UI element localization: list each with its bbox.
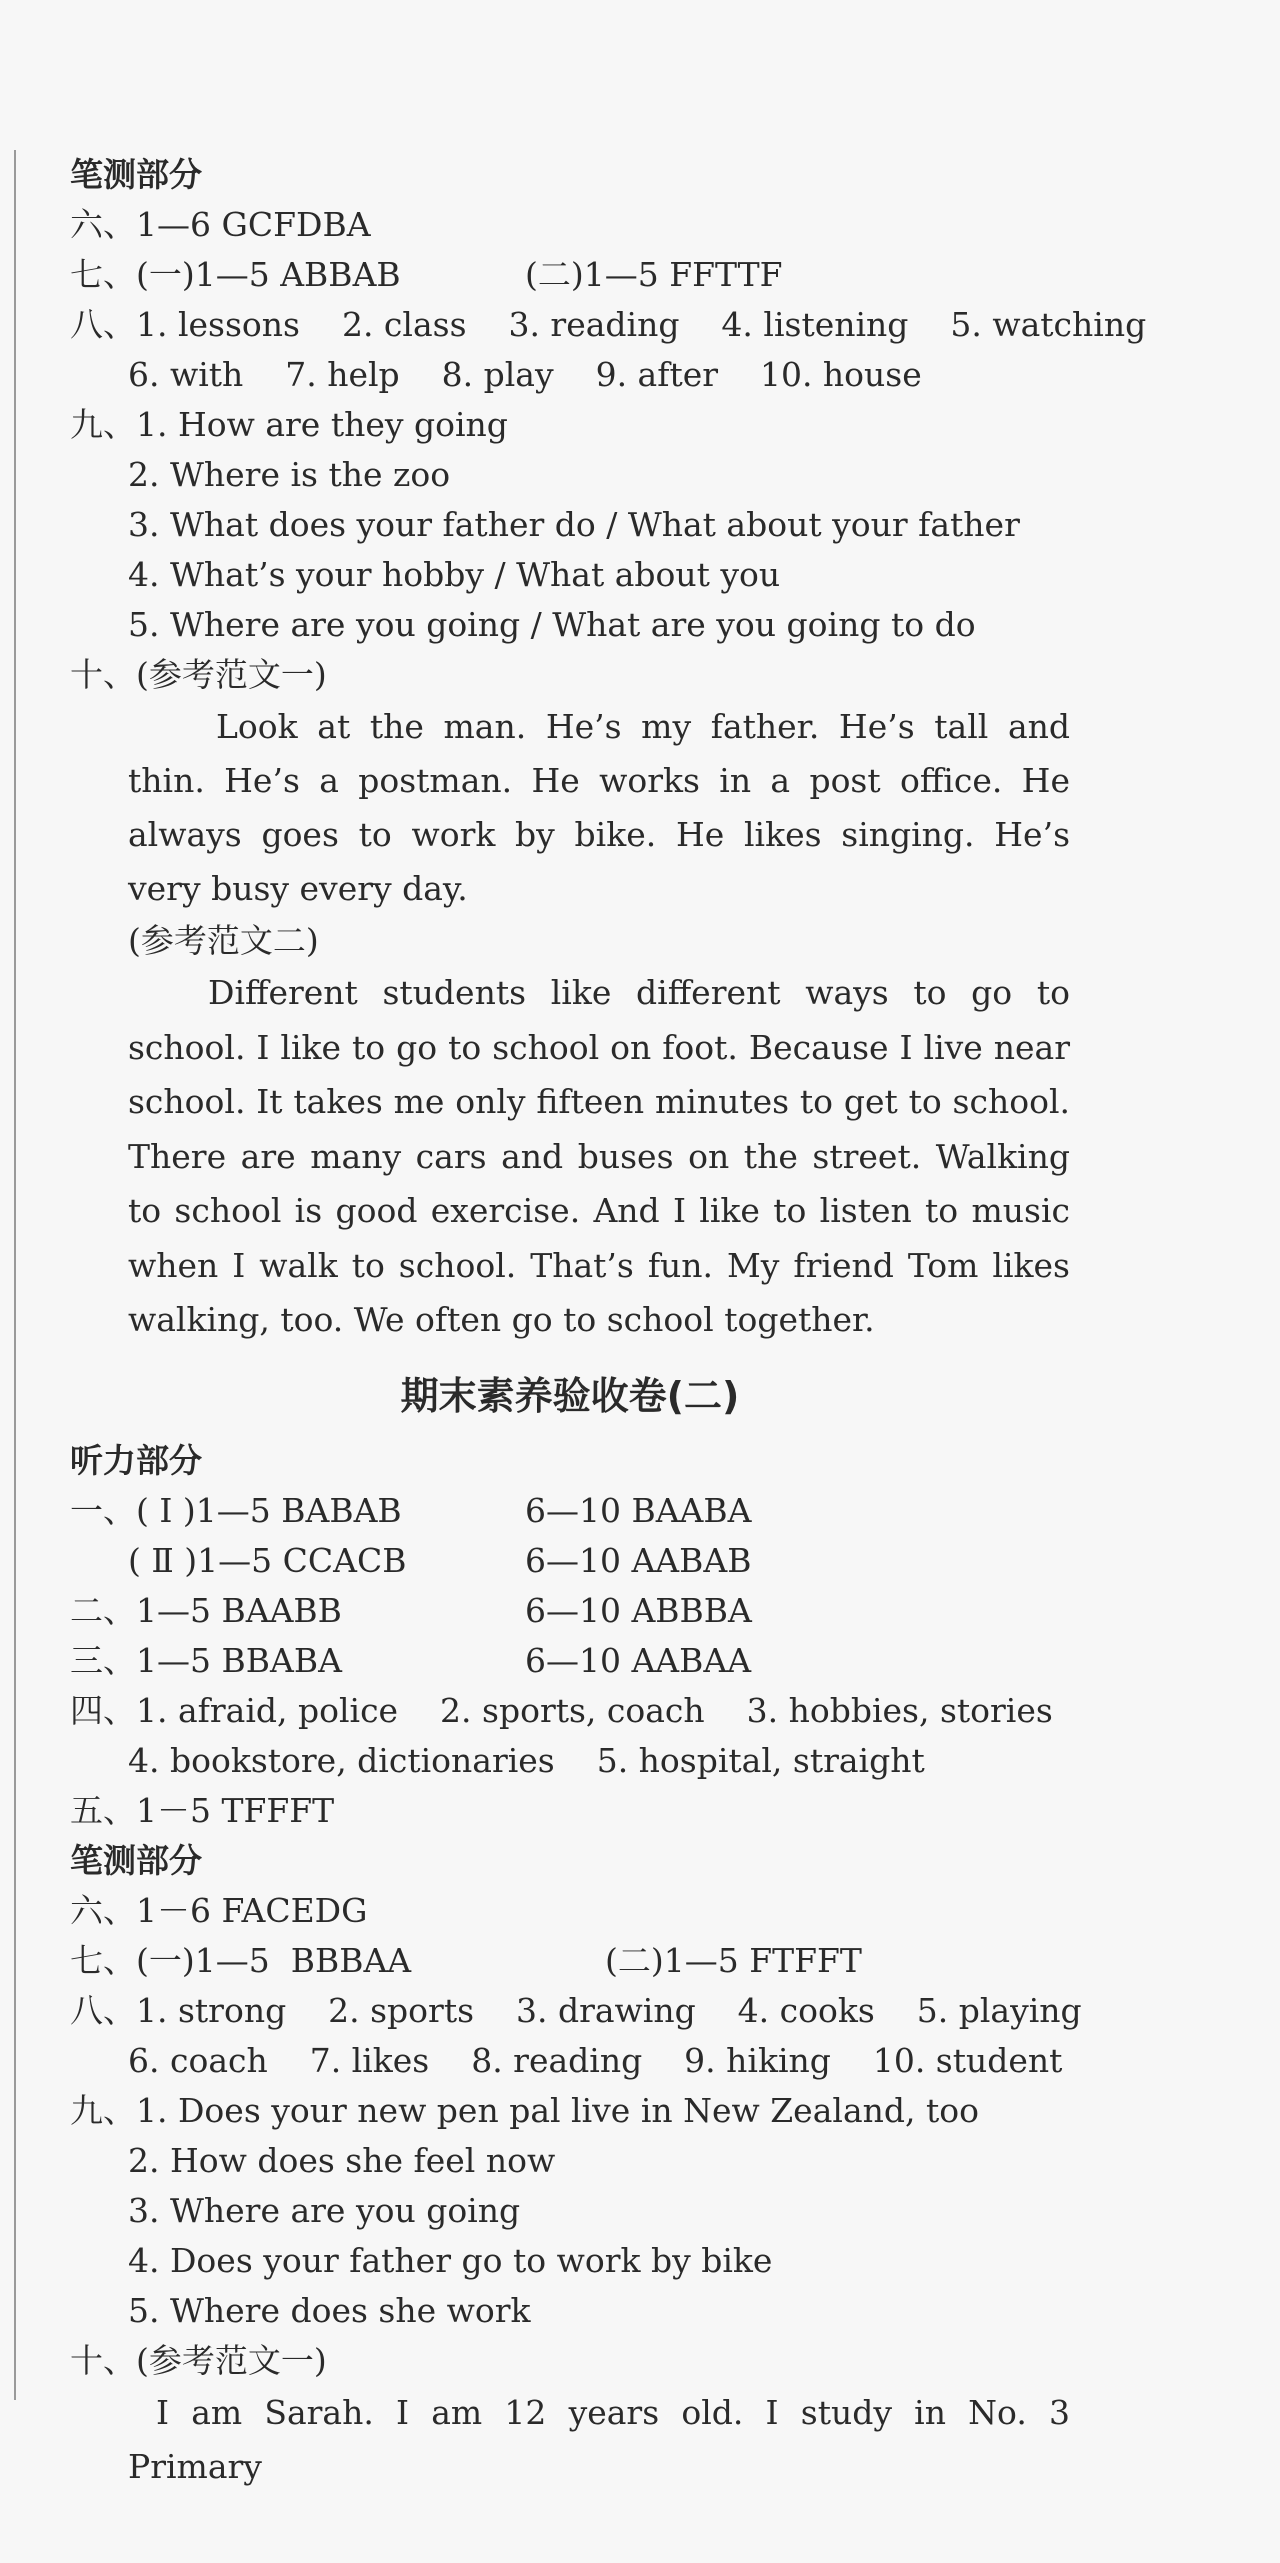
answer2-q4-line2: 4. bookstore, dictionaries 5. hospital, straight [128, 1740, 925, 1780]
answer-q7 [70, 250, 1070, 300]
answer-q8-line2: 6. with 7. help 8. play 9. after 10. house [128, 355, 922, 394]
sample-essay-3-start: I am Sarah. I am 12 years old. I study in No. 3 Primary [128, 2392, 1070, 2486]
answer2-q8-line1: 八、1. strong 2. sports 3. drawing 4. cooks 5. playing [70, 1990, 1082, 2030]
answer2-q3-second: 6—10 AABAA [525, 1640, 752, 1680]
answer-page [70, 150, 1147, 2494]
answer2-q1-part2 [70, 1536, 1070, 1586]
answer-q9-item5: 5. Where are you going / What are you going to do [128, 605, 976, 644]
answer2-q6: 六、1－6 FACEDG [70, 1890, 368, 1930]
answer-q6: 六、1—6 GCFDBA [70, 205, 371, 244]
answer-q9-item4: 4. What’s your hobby / What about you [128, 555, 781, 594]
answer2-q3-first: 三、1—5 BBABA [70, 1640, 342, 1680]
answer2-q9-item5: 5. Where does she work [128, 2290, 531, 2330]
answer2-q7-part2: (二)1—5 FTFFT [605, 1940, 862, 1980]
answer2-q4-line1: 四、1. afraid, police 2. sports, coach 3. hobbies, stories [70, 1690, 1053, 1730]
answer2-q9-item2: 2. How does she feel now [128, 2140, 556, 2180]
sample-essay-2: Different students like different ways to go to school. I like to go to school on foot. Because I live near school. It takes me only fifteen minutes to get to school. There are many cars and buses on the street. Walking to school is good exercise. And I like to listen to music when I walk to school. That’s fun. My friend Tom likes walking, too. We often go to school together. [128, 973, 1070, 1339]
answer2-q2-first: 二、1—5 BAABB [70, 1590, 342, 1630]
answer-q9-item3: 3. What does your father do / What about your father [128, 505, 1020, 544]
answer2-q5: 五、1－5 TFFFT [70, 1790, 335, 1830]
exam-title: 期末素养验收卷(二) [400, 1373, 740, 1418]
answer-q7-part2: (二)1—5 FFTTF [525, 255, 783, 294]
answer-q7-part1: 七、(一)1—5 ABBAB [70, 255, 401, 294]
answer2-q9-item3: 3. Where are you going [128, 2190, 521, 2230]
answer2-q1a-second: 6—10 BAABA [525, 1490, 752, 1530]
answer2-q2-second: 6—10 ABBBA [525, 1590, 752, 1630]
written-section-header-2: 笔测部分 [70, 1840, 202, 1880]
answer2-q2 [70, 1586, 1070, 1636]
listening-section-header: 听力部分 [70, 1440, 202, 1480]
answer2-q1b-second: 6—10 AABAB [525, 1540, 752, 1580]
answer2-q1-part1 [70, 1486, 1070, 1536]
answer2-q7 [70, 1936, 1070, 1986]
answer2-q10-label1: 十、(参考范文一) [70, 2340, 327, 2380]
answer2-q3 [70, 1636, 1070, 1686]
answer2-q9-item4: 4. Does your father go to work by bike [128, 2240, 773, 2280]
answer2-q1a-first: 一、( Ⅰ )1—5 BABAB [70, 1490, 402, 1530]
written-section-header: 笔测部分 [70, 155, 202, 194]
answer-q9-item2: 2. Where is the zoo [128, 455, 451, 494]
answer2-q8-line2: 6. coach 7. likes 8. reading 9. hiking 10. student [128, 2040, 1063, 2080]
answer2-q1b-first: ( Ⅱ )1—5 CCACB [128, 1540, 407, 1580]
answer2-q9-item1: 九、1. Does your new pen pal live in New Zealand, too [70, 2090, 979, 2130]
answer-q8-line1: 八、1. lessons 2. class 3. reading 4. listening 5. watching [70, 305, 1147, 344]
answer-q10-label2: (参考范文二) [128, 921, 319, 960]
answer2-q7-part1: 七、(一)1—5 BBBAA [70, 1940, 412, 1980]
sample-essay-1: Look at the man. He’s my father. He’s tall and thin. He’s a postman. He works in a post office. He always goes to work by bike. He likes singing. He’s very busy every day. [128, 707, 1070, 908]
answer-q10-label1: 十、(参考范文一) [70, 655, 327, 694]
margin-rule [14, 150, 16, 2400]
answer-q9-item1: 九、1. How are they going [70, 405, 508, 444]
